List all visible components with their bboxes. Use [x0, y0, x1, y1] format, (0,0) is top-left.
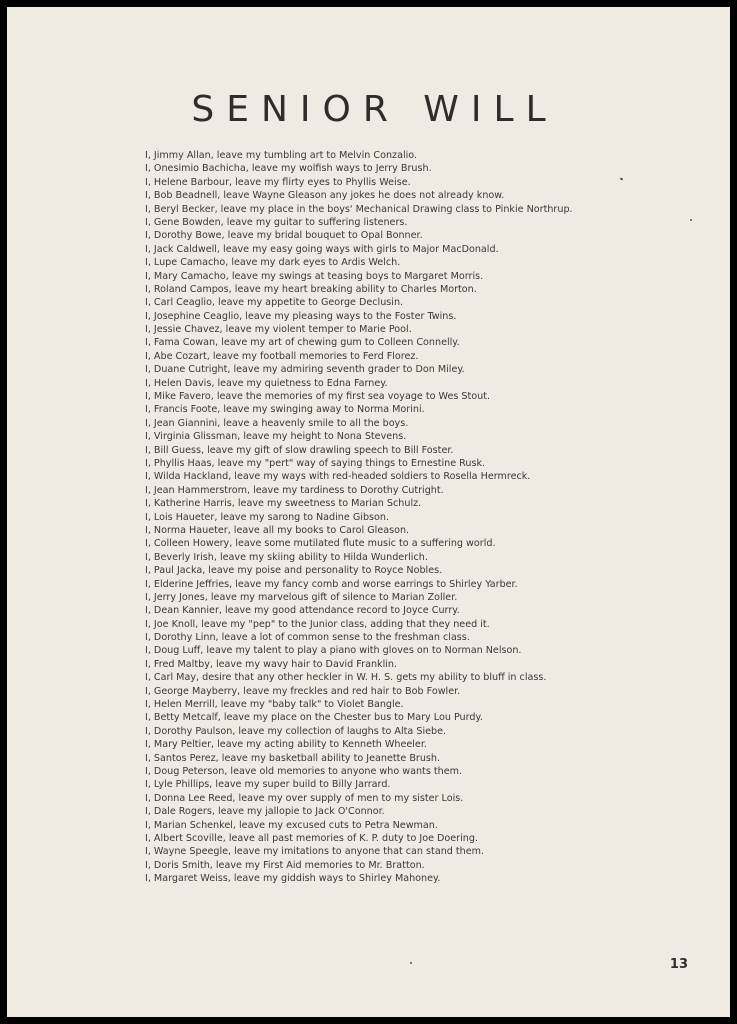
- will-entry: I, Mary Camacho, leave my swings at teasing boys to Margaret Morris.: [145, 270, 484, 282]
- will-entry: I, Lupe Camacho, leave my dark eyes to Ardis Welch.: [145, 257, 401, 269]
- will-entry: I, George Mayberry, leave my freckles and red hair to Bob Fowler.: [145, 685, 461, 697]
- will-entry: I, Dale Rogers, leave my jallopie to Jack O'Connor.: [145, 806, 385, 818]
- will-entry: I, Fama Cowan, leave my art of chewing gum to Colleen Connelly.: [145, 337, 460, 349]
- will-entry: I, Margaret Weiss, leave my giddish ways to Shirley Mahoney.: [145, 873, 441, 885]
- will-entry: I, Jimmy Allan, leave my tumbling art to Melvin Conzalio.: [145, 150, 418, 161]
- print-speck: [690, 219, 692, 221]
- page-number: 13: [669, 957, 688, 972]
- will-entry: I, Santos Perez, leave my basketball ability to Jeanette Brush.: [145, 752, 441, 764]
- will-entry: I, Doug Peterson, leave old memories to anyone who wants them.: [145, 765, 463, 777]
- will-entry: I, Katherine Harris, leave my sweetness to Marian Schulz.: [145, 498, 422, 510]
- will-entry: I, Mike Favero, leave the memories of my first sea voyage to Wes Stout.: [145, 391, 491, 403]
- will-entry: I, Doug Luff, leave my talent to play a piano with gloves on to Norman Nelson.: [145, 645, 522, 657]
- will-entry: I, Virginia Glissman, leave my height to Nona Stevens.: [145, 431, 407, 443]
- will-entry: I, Phyllis Haas, leave my "pert" way of saying things to Ernestine Rusk.: [145, 457, 486, 469]
- will-entry: I, Francis Foote, leave my swinging away to Norma Morini.: [145, 404, 425, 416]
- will-entry: I, Bob Beadnell, leave Wayne Gleason any jokes he does not already know.: [145, 190, 505, 202]
- will-entry: I, Paul Jacka, leave my poise and personality to Royce Nobles.: [145, 565, 443, 577]
- yearbook-page: [7, 7, 730, 1017]
- will-entry: I, Helen Davis, leave my quietness to Edna Farney.: [145, 377, 388, 389]
- will-entry: I, Beryl Becker, leave my place in the boys' Mechanical Drawing class to Pinkie Northrup.: [145, 203, 573, 215]
- will-entry: I, Helene Barbour, leave my flirty eyes to Phyllis Weise.: [145, 176, 411, 188]
- will-entry: I, Jean Giannini, leave a heavenly smile to all the boys.: [145, 417, 409, 429]
- print-speck: [620, 178, 624, 181]
- print-speck: [410, 962, 412, 964]
- will-entry: I, Beverly Irish, leave my skiing ability to Hilda Wunderlich.: [145, 551, 428, 563]
- will-entry: I, Bill Guess, leave my gift of slow drawling speech to Bill Foster.: [145, 444, 454, 456]
- will-entry: I, Duane Cutright, leave my admiring seventh grader to Don Miley.: [145, 364, 465, 376]
- will-entry: I, Marian Schenkel, leave my excused cuts to Petra Newman.: [145, 819, 438, 831]
- will-entry: I, Dorothy Bowe, leave my bridal bouquet to Opal Bonner.: [145, 230, 423, 242]
- will-entry: I, Wilda Hackland, leave my ways with red-headed soldiers to Rosella Hermreck.: [145, 471, 531, 483]
- will-entries-list: [145, 149, 573, 885]
- will-entry: I, Josephine Ceaglio, leave my pleasing ways to the Foster Twins.: [145, 310, 457, 322]
- will-entry: I, Dorothy Linn, leave a lot of common sense to the freshman class.: [145, 632, 470, 644]
- will-entry: I, Joe Knoll, leave my "pep" to the Junior class, adding that they need it.: [145, 618, 490, 630]
- will-entry: I, Albert Scoville, leave all past memories of K. P. duty to Joe Doering.: [145, 832, 479, 844]
- will-entry: I, Abe Cozart, leave my football memories to Ferd Florez.: [145, 350, 419, 362]
- page-title: SENIOR WILL: [191, 89, 558, 130]
- will-entry: I, Elderine Jeffries, leave my fancy comb and worse earrings to Shirley Yarber.: [145, 578, 518, 590]
- will-entry: I, Donna Lee Reed, leave my over supply of men to my sister Lois.: [145, 792, 464, 804]
- will-entry: I, Dean Kannier, leave my good attendance record to Joyce Curry.: [145, 605, 460, 617]
- will-entry: I, Colleen Howery, leave some mutilated flute music to a suffering world.: [145, 538, 496, 550]
- will-entry: I, Betty Metcalf, leave my place on the Chester bus to Mary Lou Purdy.: [145, 712, 483, 724]
- will-entry: I, Carl Ceaglio, leave my appetite to George Declusin.: [145, 297, 404, 309]
- will-entry: I, Mary Peltier, leave my acting ability to Kenneth Wheeler.: [145, 739, 427, 751]
- will-entry: I, Lyle Phillips, leave my super build to Billy Jarrard.: [145, 779, 391, 791]
- will-entry: I, Doris Smith, leave my First Aid memories to Mr. Bratton.: [145, 859, 425, 871]
- will-entry: I, Lois Haueter, leave my sarong to Nadine Gibson.: [145, 511, 390, 523]
- will-entry: I, Jerry Jones, leave my marvelous gift of silence to Marian Zoller.: [145, 591, 458, 603]
- will-entry: I, Gene Bowden, leave my guitar to suffering listeners.: [145, 216, 408, 228]
- will-entry: I, Helen Merrill, leave my "baby talk" to Violet Bangle.: [145, 699, 404, 711]
- will-entry: I, Onesimio Bachicha, leave my wolfish ways to Jerry Brush.: [145, 163, 432, 175]
- will-entry: I, Carl May, desire that any other heckler in W. H. S. gets my ability to bluff in class.: [145, 672, 547, 684]
- will-entry: I, Norma Haueter, leave all my books to Carol Gleason.: [145, 524, 410, 536]
- will-entry: I, Jessie Chavez, leave my violent temper to Marie Pool.: [145, 324, 412, 336]
- will-entry: I, Fred Maltby, leave my wavy hair to David Franklin.: [145, 658, 398, 670]
- will-entry: I, Dorothy Paulson, leave my collection of laughs to Alta Siebe.: [145, 725, 447, 737]
- will-entry: I, Jean Hammerstrom, leave my tardiness to Dorothy Cutright.: [145, 484, 444, 496]
- will-entry: I, Wayne Speegle, leave my imitations to anyone that can stand them.: [145, 846, 485, 858]
- will-entry: I, Roland Campos, leave my heart breaking ability to Charles Morton.: [145, 283, 477, 295]
- will-entry: I, Jack Caldwell, leave my easy going ways with girls to Major MacDonald.: [145, 243, 499, 255]
